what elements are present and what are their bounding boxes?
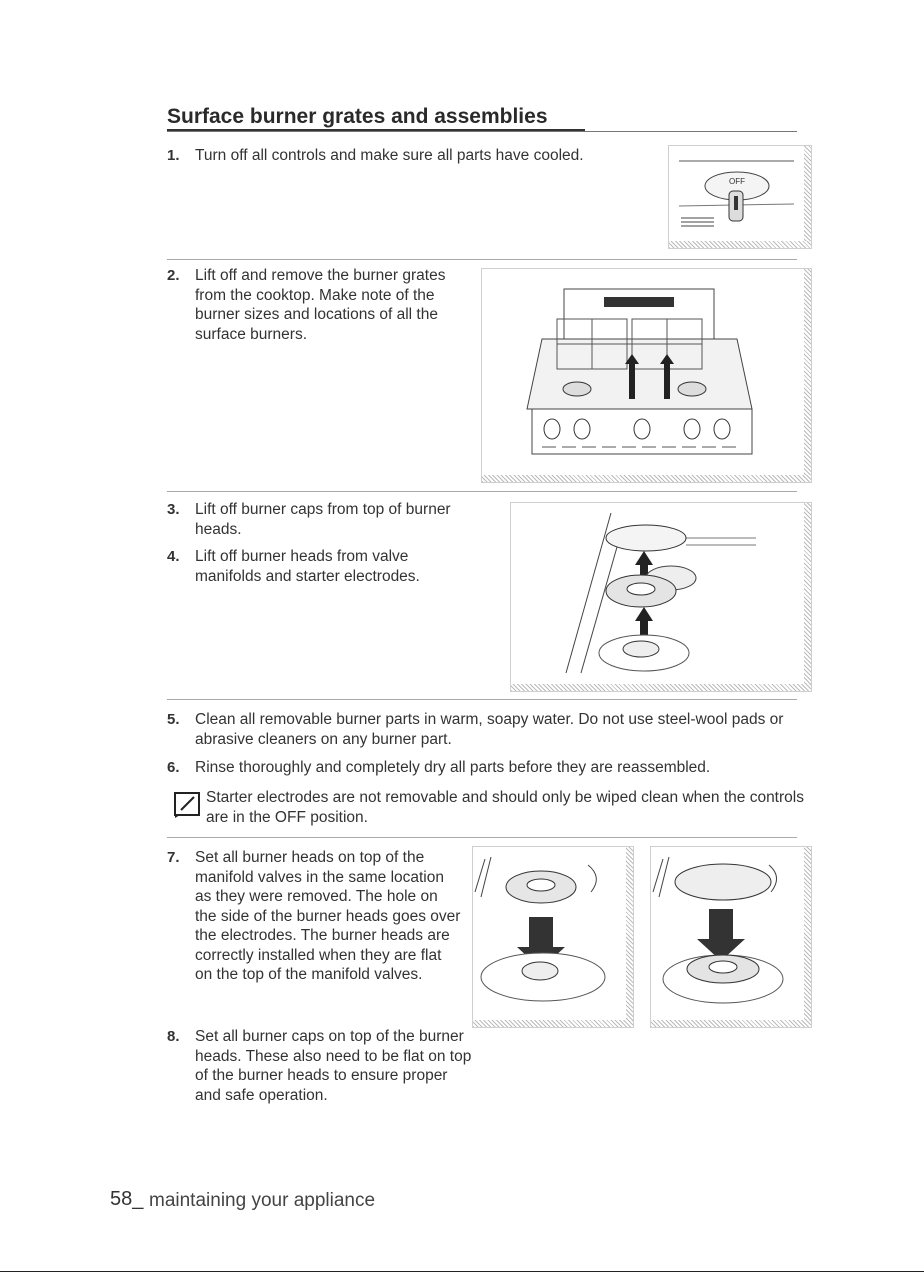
- step-text: Set all burner heads on top of the manifold valves in the same location as they were removed. The hole on the side of the burner heads goes over the electrodes. The burner heads are correctly installed when they are flat on the top of the manifold valves.: [195, 849, 461, 983]
- note-text: Starter electrodes are not removable and should only be wiped clean when the controls are in the OFF position.: [206, 789, 804, 826]
- step-3: [167, 500, 497, 539]
- divider: [167, 491, 797, 492]
- footer-section: maintaining your appliance: [149, 1190, 376, 1211]
- step-number: 1.: [167, 147, 180, 164]
- step-number: 5.: [167, 711, 180, 728]
- step-text: Rinse thoroughly and completely dry all parts before they are reassembled.: [195, 759, 711, 776]
- figure-lift-caps-heads: [510, 502, 812, 692]
- section-title: Surface burner grates and assemblies: [167, 105, 548, 128]
- step-number: 8.: [167, 1028, 180, 1045]
- step-text: Clean all removable burner parts in warm, soapy water. Do not use steel-wool pads or abrasive cleaners on any burner part.: [195, 711, 784, 748]
- step-7: [167, 848, 462, 985]
- step-4: [167, 547, 467, 586]
- divider: [167, 837, 797, 838]
- step-number: 7.: [167, 849, 180, 866]
- step-text: Lift off and remove the burner grates from the cooktop. Make note of the burner sizes and locations of all the surface burners.: [195, 267, 446, 343]
- step-number: 2.: [167, 267, 180, 284]
- step-5: [167, 710, 807, 749]
- page-edge-line: [0, 1271, 924, 1272]
- figure-control-knob-off: [668, 145, 812, 249]
- step-1: [167, 146, 657, 166]
- step-number: 4.: [167, 548, 180, 565]
- note-icon: [172, 790, 202, 820]
- step-2: [167, 266, 467, 344]
- step-text: Lift off burner heads from valve manifolds and starter electrodes.: [195, 548, 420, 585]
- figure-set-burner-cap: [650, 846, 812, 1028]
- figure-set-burner-head: [472, 846, 634, 1028]
- divider: [167, 259, 797, 260]
- page-number: 58_: [110, 1188, 144, 1210]
- step-text: Set all burner caps on top of the burner heads. These also need to be flat on top of the burner heads to ensure proper and safe operation.: [195, 1028, 472, 1104]
- knob-off-label: OFF: [729, 177, 745, 186]
- divider: [167, 699, 797, 700]
- step-number: 6.: [167, 759, 180, 776]
- step-8: [167, 1027, 807, 1105]
- step-text: Turn off all controls and make sure all parts have cooled.: [195, 147, 584, 164]
- step-text: Lift off burner caps from top of burner heads.: [195, 501, 451, 538]
- figure-remove-grates: [481, 268, 812, 483]
- title-rule: [167, 131, 797, 132]
- step-number: 3.: [167, 501, 180, 518]
- step-6: [167, 758, 807, 778]
